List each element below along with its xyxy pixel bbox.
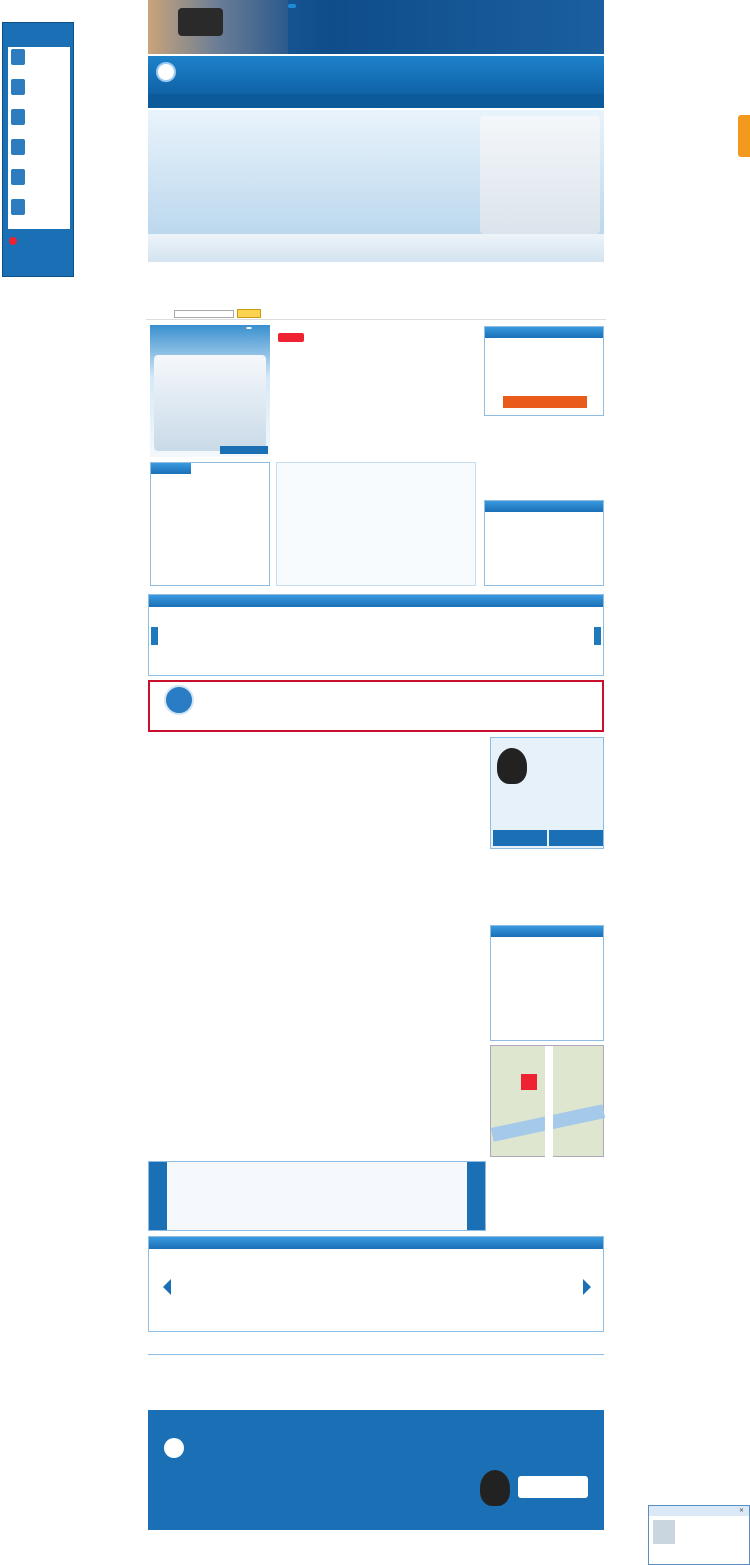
self-test <box>490 1161 604 1231</box>
main-nav <box>148 94 604 108</box>
category-boxes <box>148 266 604 306</box>
search-input[interactable] <box>174 310 234 318</box>
hospital-logo-icon <box>156 62 176 82</box>
chat-avatar <box>653 1520 675 1544</box>
left-float-widget <box>2 22 74 277</box>
right-consult-tab-label <box>738 115 742 123</box>
qq-panel-right-btn[interactable] <box>549 830 603 846</box>
hero-banner <box>148 110 604 234</box>
camera-icon <box>178 8 223 36</box>
recommend-title <box>151 463 191 474</box>
env-tabbar <box>149 1237 603 1249</box>
env-prev[interactable] <box>163 1279 171 1295</box>
experts-section <box>148 594 604 676</box>
experts-header <box>149 595 603 607</box>
notice-banner <box>148 680 604 732</box>
qq-box <box>484 326 604 416</box>
footer <box>148 1410 604 1530</box>
footer-logo-icon <box>164 1438 184 1458</box>
qq-panel-left-btn[interactable] <box>493 830 547 846</box>
news-center <box>276 325 476 457</box>
media-box <box>484 500 604 586</box>
hero-strip <box>148 234 604 262</box>
disease-box-sexual-dysfunction <box>319 737 486 849</box>
ranking-box <box>490 925 604 1041</box>
disease-box-plastic <box>319 925 486 1041</box>
consultant-avatar <box>11 109 25 125</box>
experts-next[interactable] <box>594 627 601 645</box>
partners-divider <box>148 1354 604 1355</box>
dahe-logo <box>288 4 296 8</box>
promo-pager[interactable] <box>220 446 268 454</box>
disease-box-infertility <box>148 1045 315 1157</box>
qq-box-title <box>485 327 603 338</box>
ranking-title <box>491 926 603 937</box>
media-title <box>485 501 603 512</box>
common-diseases <box>148 1161 486 1231</box>
news-summary <box>280 351 474 367</box>
qq-icon[interactable] <box>9 237 17 245</box>
common-right-label <box>467 1162 485 1230</box>
chat-titlebar <box>649 1506 749 1516</box>
recommend-box <box>150 462 270 586</box>
common-label <box>149 1162 167 1230</box>
chat-popup <box>648 1505 750 1565</box>
map-road-2 <box>545 1046 553 1158</box>
right-consult-tab[interactable] <box>738 115 750 157</box>
footer-qq-button[interactable] <box>518 1476 588 1498</box>
promo-doctors <box>154 355 266 451</box>
qq-panel <box>490 737 604 849</box>
chat-close-icon[interactable]: × <box>739 1507 745 1514</box>
disease-box-infection <box>148 925 315 1041</box>
top-banner <box>148 0 604 54</box>
disease-box-surgery <box>319 1045 486 1157</box>
qq-box-button[interactable] <box>503 396 587 408</box>
consultant-avatar <box>11 79 25 95</box>
search-button[interactable] <box>237 309 261 318</box>
consultant-avatar <box>11 49 25 65</box>
environment-section <box>148 1236 604 1332</box>
ministry-seal <box>164 685 194 715</box>
map-marker <box>521 1074 537 1090</box>
consultant-avatar <box>11 139 25 155</box>
news-badge <box>278 333 304 342</box>
search-bar <box>146 308 606 320</box>
env-next[interactable] <box>583 1279 591 1295</box>
qq-penguin-icon <box>497 748 527 784</box>
tech-box <box>276 462 476 586</box>
disease-box-prostatitis <box>148 737 315 849</box>
promo-box <box>150 325 270 457</box>
footer-qq-icon <box>480 1470 510 1506</box>
consultant-avatar <box>11 199 25 215</box>
promo-q <box>246 327 252 329</box>
experts-prev[interactable] <box>151 627 158 645</box>
consultant-avatar <box>11 169 25 185</box>
route-map[interactable] <box>490 1045 604 1157</box>
partners-section <box>148 1338 604 1404</box>
doctor-photos <box>480 116 600 234</box>
site-header <box>148 56 604 94</box>
